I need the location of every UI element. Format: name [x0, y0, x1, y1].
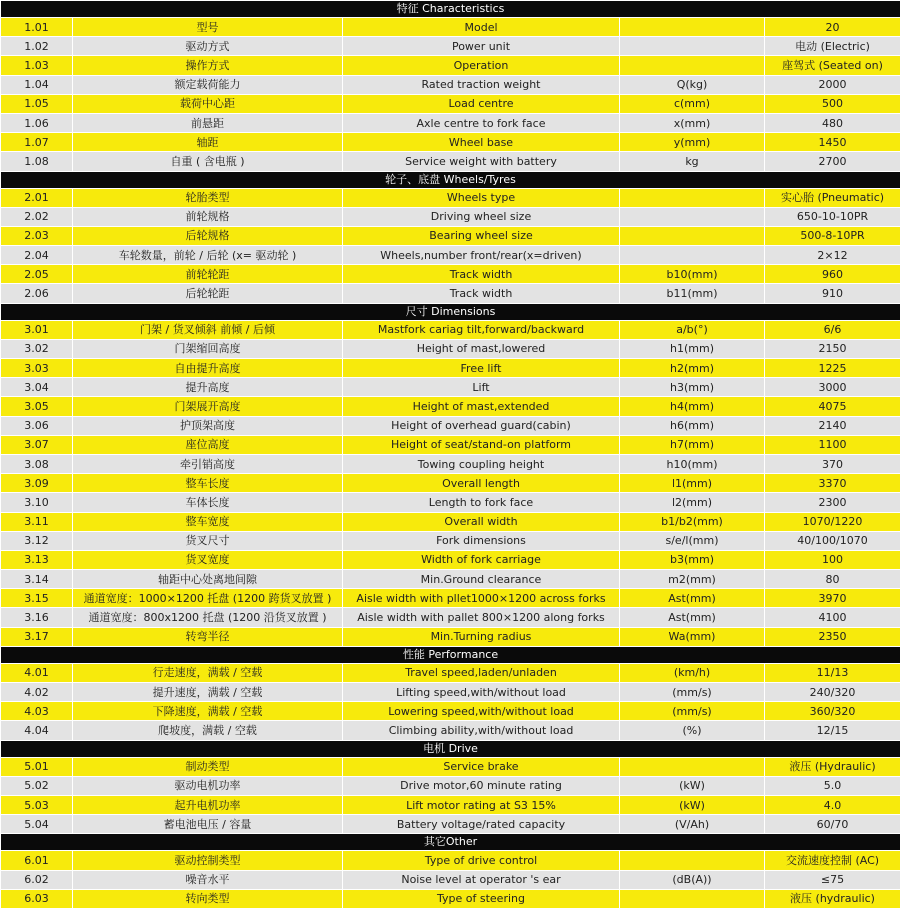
unit: h1(mm): [620, 339, 765, 358]
row-number: 3.13: [1, 550, 73, 569]
chinese-label: 自由提升高度: [73, 359, 343, 378]
row-number: 3.06: [1, 416, 73, 435]
table-row: [1, 94, 900, 113]
english-label: Wheel base: [343, 133, 620, 152]
chinese-label: 前悬距: [73, 113, 343, 132]
chinese-label: 座位高度: [73, 435, 343, 454]
table-row: [1, 435, 900, 454]
table-row: [1, 493, 900, 512]
unit: (kW): [620, 776, 765, 795]
table-row: [1, 454, 900, 473]
value: 2000: [765, 75, 900, 94]
english-label: Track width: [343, 265, 620, 284]
unit: s/e/l(mm): [620, 531, 765, 550]
table-row: [1, 113, 900, 132]
english-label: Overall width: [343, 512, 620, 531]
value: 2300: [765, 493, 900, 512]
value: 3000: [765, 378, 900, 397]
chinese-label: 车轮数量，前轮 / 后轮 (x= 驱动轮 ): [73, 246, 343, 265]
row-number: 3.15: [1, 589, 73, 608]
value: 2140: [765, 416, 900, 435]
row-number: 6.02: [1, 870, 73, 889]
value: 80: [765, 570, 900, 589]
value: 650-10-10PR: [765, 207, 900, 226]
table-row: [1, 795, 900, 814]
chinese-label: 下降速度，满载 / 空载: [73, 702, 343, 721]
chinese-label: 蓄电池电压 / 容量: [73, 815, 343, 834]
unit: [620, 188, 765, 207]
row-number: 6.01: [1, 851, 73, 870]
english-label: Drive motor,60 minute rating: [343, 776, 620, 795]
chinese-label: 车体长度: [73, 493, 343, 512]
chinese-label: 轴距中心处离地间隙: [73, 570, 343, 589]
unit: b11(mm): [620, 284, 765, 303]
unit: [620, 889, 765, 908]
unit: [620, 757, 765, 776]
value: 交流速度控制 (AC): [765, 851, 900, 870]
chinese-label: 前轮规格: [73, 207, 343, 226]
english-label: Height of mast,extended: [343, 397, 620, 416]
section-header: [1, 834, 900, 851]
chinese-label: 驱动控制类型: [73, 851, 343, 870]
table-row: [1, 721, 900, 740]
english-label: Lift motor rating at S3 15%: [343, 795, 620, 814]
row-number: 2.03: [1, 226, 73, 245]
chinese-label: 整车宽度: [73, 512, 343, 531]
unit: a/b(°): [620, 320, 765, 339]
english-label: Length to fork face: [343, 493, 620, 512]
row-number: 1.02: [1, 37, 73, 56]
unit: b1/b2(mm): [620, 512, 765, 531]
english-label: Min.Ground clearance: [343, 570, 620, 589]
english-label: Battery voltage/rated capacity: [343, 815, 620, 834]
row-number: 2.05: [1, 265, 73, 284]
value: 40/100/1070: [765, 531, 900, 550]
row-number: 3.04: [1, 378, 73, 397]
value: 液压 (hydraulic): [765, 889, 900, 908]
value: 3370: [765, 474, 900, 493]
row-number: 3.10: [1, 493, 73, 512]
value: 100: [765, 550, 900, 569]
english-label: Bearing wheel size: [343, 226, 620, 245]
row-number: 5.04: [1, 815, 73, 834]
value: 11/13: [765, 663, 900, 682]
value: 2350: [765, 627, 900, 646]
value: 1450: [765, 133, 900, 152]
english-label: Lowering speed,with/without load: [343, 702, 620, 721]
english-label: Axle centre to fork face: [343, 113, 620, 132]
english-label: Height of overhead guard(cabin): [343, 416, 620, 435]
table-row: [1, 627, 900, 646]
unit: Wa(mm): [620, 627, 765, 646]
unit: h7(mm): [620, 435, 765, 454]
table-row: [1, 18, 900, 37]
row-number: 3.01: [1, 320, 73, 339]
row-number: 3.08: [1, 454, 73, 473]
chinese-label: 噪音水平: [73, 870, 343, 889]
value: 12/15: [765, 721, 900, 740]
row-number: 2.02: [1, 207, 73, 226]
value: 1225: [765, 359, 900, 378]
section-header: [1, 171, 900, 188]
table-row: [1, 608, 900, 627]
unit: Q(kg): [620, 75, 765, 94]
unit: [620, 207, 765, 226]
chinese-label: 额定载荷能力: [73, 75, 343, 94]
chinese-label: 后轮轮距: [73, 284, 343, 303]
table-row: [1, 683, 900, 702]
table-row: [1, 133, 900, 152]
value: 3970: [765, 589, 900, 608]
table-row: [1, 246, 900, 265]
unit: (kW): [620, 795, 765, 814]
unit: kg: [620, 152, 765, 171]
unit: (km/h): [620, 663, 765, 682]
row-number: 4.02: [1, 683, 73, 702]
english-label: Climbing ability,with/without load: [343, 721, 620, 740]
table-row: [1, 889, 900, 908]
chinese-label: 轮胎类型: [73, 188, 343, 207]
table-row: [1, 851, 900, 870]
row-number: 3.12: [1, 531, 73, 550]
row-number: 4.04: [1, 721, 73, 740]
section-title: 其它Other: [1, 834, 900, 851]
chinese-label: 载荷中心距: [73, 94, 343, 113]
section-title: 特征 Characteristics: [1, 1, 900, 18]
value: 6/6: [765, 320, 900, 339]
unit: b3(mm): [620, 550, 765, 569]
value: 4.0: [765, 795, 900, 814]
table-row: [1, 397, 900, 416]
row-number: 3.11: [1, 512, 73, 531]
unit: y(mm): [620, 133, 765, 152]
row-number: 4.01: [1, 663, 73, 682]
row-number: 3.03: [1, 359, 73, 378]
english-label: Track width: [343, 284, 620, 303]
english-label: Fork dimensions: [343, 531, 620, 550]
english-label: Model: [343, 18, 620, 37]
unit: h3(mm): [620, 378, 765, 397]
english-label: Aisle width with pllet1000×1200 across forks: [343, 589, 620, 608]
chinese-label: 前轮轮距: [73, 265, 343, 284]
value: 座驾式 (Seated on): [765, 56, 900, 75]
row-number: 1.08: [1, 152, 73, 171]
row-number: 2.04: [1, 246, 73, 265]
row-number: 5.02: [1, 776, 73, 795]
table-row: [1, 663, 900, 682]
unit: h4(mm): [620, 397, 765, 416]
row-number: 1.03: [1, 56, 73, 75]
unit: [620, 37, 765, 56]
table-row: [1, 152, 900, 171]
row-number: 4.03: [1, 702, 73, 721]
chinese-label: 轴距: [73, 133, 343, 152]
unit: (mm/s): [620, 702, 765, 721]
unit: (V/Ah): [620, 815, 765, 834]
section-title: 电机 Drive: [1, 740, 900, 757]
unit: c(mm): [620, 94, 765, 113]
table-row: [1, 512, 900, 531]
row-number: 1.05: [1, 94, 73, 113]
value: 5.0: [765, 776, 900, 795]
section-header: [1, 646, 900, 663]
value: 电动 (Electric): [765, 37, 900, 56]
row-number: 5.03: [1, 795, 73, 814]
chinese-label: 门架缩回高度: [73, 339, 343, 358]
english-label: Height of mast,lowered: [343, 339, 620, 358]
unit: h2(mm): [620, 359, 765, 378]
english-label: Overall length: [343, 474, 620, 493]
table-row: [1, 589, 900, 608]
unit: [620, 246, 765, 265]
table-row: [1, 359, 900, 378]
english-label: Travel speed,laden/unladen: [343, 663, 620, 682]
english-label: Free lift: [343, 359, 620, 378]
chinese-label: 门架 / 货叉倾斜 前倾 / 后倾: [73, 320, 343, 339]
value: 1100: [765, 435, 900, 454]
section-title: 性能 Performance: [1, 646, 900, 663]
chinese-label: 转向类型: [73, 889, 343, 908]
chinese-label: 通道宽度：1000×1200 托盘 (1200 跨货叉放置 ): [73, 589, 343, 608]
chinese-label: 提升高度: [73, 378, 343, 397]
row-number: 2.06: [1, 284, 73, 303]
table-row: [1, 75, 900, 94]
value: 60/70: [765, 815, 900, 834]
english-label: Mastfork cariag tilt,forward/backward: [343, 320, 620, 339]
chinese-label: 提升速度，满载 / 空载: [73, 683, 343, 702]
section-header: [1, 740, 900, 757]
table-row: [1, 188, 900, 207]
english-label: Width of fork carriage: [343, 550, 620, 569]
table-row: [1, 757, 900, 776]
table-row: [1, 56, 900, 75]
table-row: [1, 265, 900, 284]
english-label: Type of steering: [343, 889, 620, 908]
chinese-label: 后轮规格: [73, 226, 343, 245]
table-row: [1, 776, 900, 795]
unit: [620, 18, 765, 37]
unit: h6(mm): [620, 416, 765, 435]
row-number: 1.01: [1, 18, 73, 37]
value: 2×12: [765, 246, 900, 265]
english-label: Wheels,number front/rear(x=driven): [343, 246, 620, 265]
chinese-label: 货叉尺寸: [73, 531, 343, 550]
unit: x(mm): [620, 113, 765, 132]
chinese-label: 起升电机功率: [73, 795, 343, 814]
english-label: Lifting speed,with/without load: [343, 683, 620, 702]
section-header: [1, 1, 900, 18]
chinese-label: 整车长度: [73, 474, 343, 493]
table-row: [1, 226, 900, 245]
chinese-label: 转弯半径: [73, 627, 343, 646]
value: 370: [765, 454, 900, 473]
value: 液压 (Hydraulic): [765, 757, 900, 776]
table-row: [1, 570, 900, 589]
row-number: 3.17: [1, 627, 73, 646]
english-label: Service weight with battery: [343, 152, 620, 171]
unit: h10(mm): [620, 454, 765, 473]
unit: (%): [620, 721, 765, 740]
english-label: Lift: [343, 378, 620, 397]
value: 360/320: [765, 702, 900, 721]
value: 960: [765, 265, 900, 284]
row-number: 3.09: [1, 474, 73, 493]
value: 4100: [765, 608, 900, 627]
english-label: Noise level at operator 's ear: [343, 870, 620, 889]
english-label: Driving wheel size: [343, 207, 620, 226]
english-label: Power unit: [343, 37, 620, 56]
table-row: [1, 378, 900, 397]
value: 2700: [765, 152, 900, 171]
row-number: 3.05: [1, 397, 73, 416]
unit: m2(mm): [620, 570, 765, 589]
value: 20: [765, 18, 900, 37]
chinese-label: 驱动电机功率: [73, 776, 343, 795]
table-row: [1, 550, 900, 569]
value: 500-8-10PR: [765, 226, 900, 245]
section-title: 轮子、底盘 Wheels/Tyres: [1, 171, 900, 188]
row-number: 3.16: [1, 608, 73, 627]
spec-table-body: [1, 1, 900, 909]
row-number: 3.07: [1, 435, 73, 454]
table-row: [1, 815, 900, 834]
row-number: 3.14: [1, 570, 73, 589]
value: 910: [765, 284, 900, 303]
value: 240/320: [765, 683, 900, 702]
english-label: Min.Turning radius: [343, 627, 620, 646]
chinese-label: 驱动方式: [73, 37, 343, 56]
table-row: [1, 531, 900, 550]
row-number: 2.01: [1, 188, 73, 207]
english-label: Operation: [343, 56, 620, 75]
value: ≤75: [765, 870, 900, 889]
table-row: [1, 320, 900, 339]
english-label: Towing coupling height: [343, 454, 620, 473]
english-label: Rated traction weight: [343, 75, 620, 94]
chinese-label: 行走速度，满载 / 空载: [73, 663, 343, 682]
english-label: Aisle width with pallet 800×1200 along forks: [343, 608, 620, 627]
value: 2150: [765, 339, 900, 358]
row-number: 5.01: [1, 757, 73, 776]
row-number: 6.03: [1, 889, 73, 908]
table-row: [1, 37, 900, 56]
chinese-label: 护顶架高度: [73, 416, 343, 435]
unit: (mm/s): [620, 683, 765, 702]
chinese-label: 牵引销高度: [73, 454, 343, 473]
table-row: [1, 416, 900, 435]
unit: (dB(A)): [620, 870, 765, 889]
chinese-label: 自重 ( 含电瓶 ): [73, 152, 343, 171]
chinese-label: 操作方式: [73, 56, 343, 75]
unit: b10(mm): [620, 265, 765, 284]
english-label: Service brake: [343, 757, 620, 776]
table-row: [1, 284, 900, 303]
chinese-label: 货叉宽度: [73, 550, 343, 569]
unit: [620, 226, 765, 245]
unit: l1(mm): [620, 474, 765, 493]
unit: [620, 56, 765, 75]
table-row: [1, 474, 900, 493]
section-header: [1, 303, 900, 320]
chinese-label: 通道宽度：800x1200 托盘 (1200 沿货叉放置 ): [73, 608, 343, 627]
english-label: Wheels type: [343, 188, 620, 207]
row-number: 3.02: [1, 339, 73, 358]
table-row: [1, 207, 900, 226]
unit: l2(mm): [620, 493, 765, 512]
row-number: 1.04: [1, 75, 73, 94]
value: 500: [765, 94, 900, 113]
value: 1070/1220: [765, 512, 900, 531]
chinese-label: 型号: [73, 18, 343, 37]
value: 实心胎 (Pneumatic): [765, 188, 900, 207]
chinese-label: 爬坡度，满载 / 空载: [73, 721, 343, 740]
chinese-label: 制动类型: [73, 757, 343, 776]
row-number: 1.07: [1, 133, 73, 152]
english-label: Type of drive control: [343, 851, 620, 870]
table-row: [1, 702, 900, 721]
row-number: 1.06: [1, 113, 73, 132]
unit: Ast(mm): [620, 608, 765, 627]
unit: [620, 851, 765, 870]
value: 480: [765, 113, 900, 132]
english-label: Height of seat/stand-on platform: [343, 435, 620, 454]
section-title: 尺寸 Dimensions: [1, 303, 900, 320]
table-row: [1, 339, 900, 358]
english-label: Load centre: [343, 94, 620, 113]
unit: Ast(mm): [620, 589, 765, 608]
chinese-label: 门架展开高度: [73, 397, 343, 416]
value: 4075: [765, 397, 900, 416]
